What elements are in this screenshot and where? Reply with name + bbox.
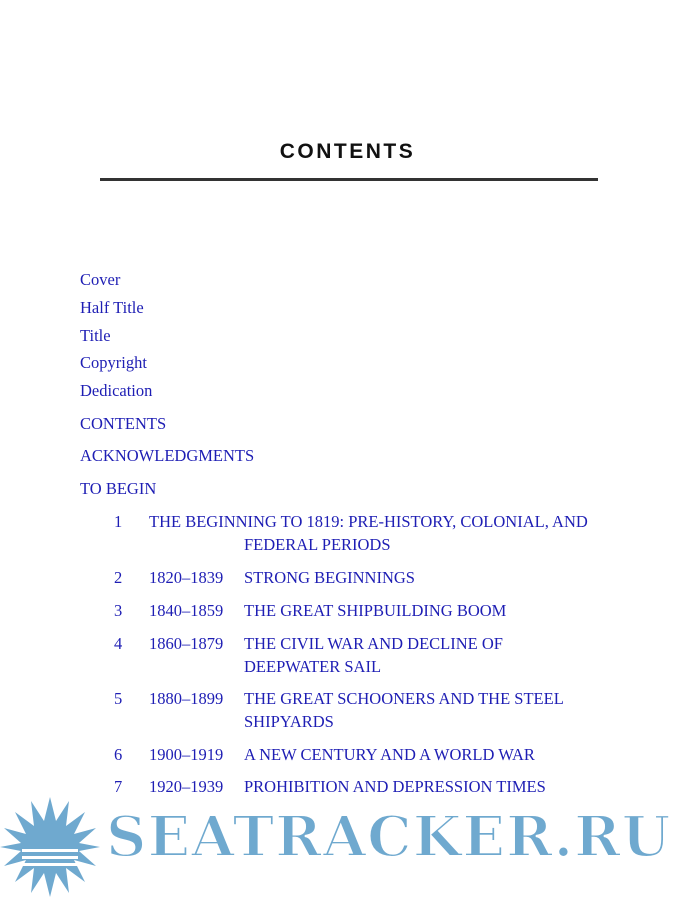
chapter-years: 1860–1879: [149, 634, 224, 653]
toc-link-cover[interactable]: Cover: [80, 270, 121, 289]
watermark-text: SEATRACKER.RU: [106, 804, 672, 870]
chapter-number: 2: [114, 568, 123, 587]
chapter-title: THE GREAT SCHOONERS AND THE STEEL: [244, 689, 564, 708]
toc-chapter-4[interactable]: [0, 632, 695, 680]
chapter-years: 1900–1919: [149, 745, 224, 764]
chapter-number: 6: [114, 745, 123, 764]
chapter-years: 1920–1939: [149, 777, 224, 796]
chapter-years: 1820–1839: [149, 568, 224, 587]
toc-link-contents[interactable]: CONTENTS: [80, 414, 167, 433]
chapter-title: THE BEGINNING TO 1819: PRE-HISTORY, COLONIAL, AND: [149, 512, 588, 531]
toc-link-dedication[interactable]: Dedication: [80, 381, 153, 400]
chapter-title: PROHIBITION AND DEPRESSION TIMES: [244, 777, 546, 796]
toc-link-title[interactable]: Title: [80, 326, 111, 345]
chapter-title-continued: SHIPYARDS: [244, 712, 334, 731]
chapter-title: THE GREAT SHIPBUILDING BOOM: [244, 601, 507, 620]
chapter-title-continued: FEDERAL PERIODS: [244, 535, 391, 554]
toc-chapter-6[interactable]: [0, 743, 695, 767]
toc-link-to-begin[interactable]: TO BEGIN: [80, 479, 157, 498]
page-title: CONTENTS: [279, 140, 416, 163]
chapter-number: 5: [114, 689, 123, 708]
title-rule: [100, 178, 598, 181]
toc-chapter-5[interactable]: [0, 687, 695, 735]
chapter-title-continued: DEEPWATER SAIL: [244, 657, 382, 676]
chapter-title: THE CIVIL WAR AND DECLINE OF: [244, 634, 503, 653]
chapter-years: 1840–1859: [149, 601, 224, 620]
chapter-title: A NEW CENTURY AND A WORLD WAR: [244, 745, 535, 764]
chapter-title: STRONG BEGINNINGS: [244, 568, 415, 587]
chapter-number: 4: [114, 634, 123, 653]
toc-link-acknowledgments[interactable]: ACKNOWLEDGMENTS: [80, 446, 255, 465]
toc-chapter-3[interactable]: [0, 599, 695, 623]
chapter-number: 1: [114, 512, 123, 531]
chapter-years: 1880–1899: [149, 689, 224, 708]
chapter-number: 3: [114, 601, 123, 620]
toc-chapter-2[interactable]: [0, 566, 695, 590]
chapter-number: 7: [114, 777, 123, 796]
toc-link-copyright[interactable]: Copyright: [80, 353, 147, 372]
toc-chapter-1[interactable]: [0, 510, 695, 558]
toc-link-half-title[interactable]: Half Title: [80, 298, 144, 317]
